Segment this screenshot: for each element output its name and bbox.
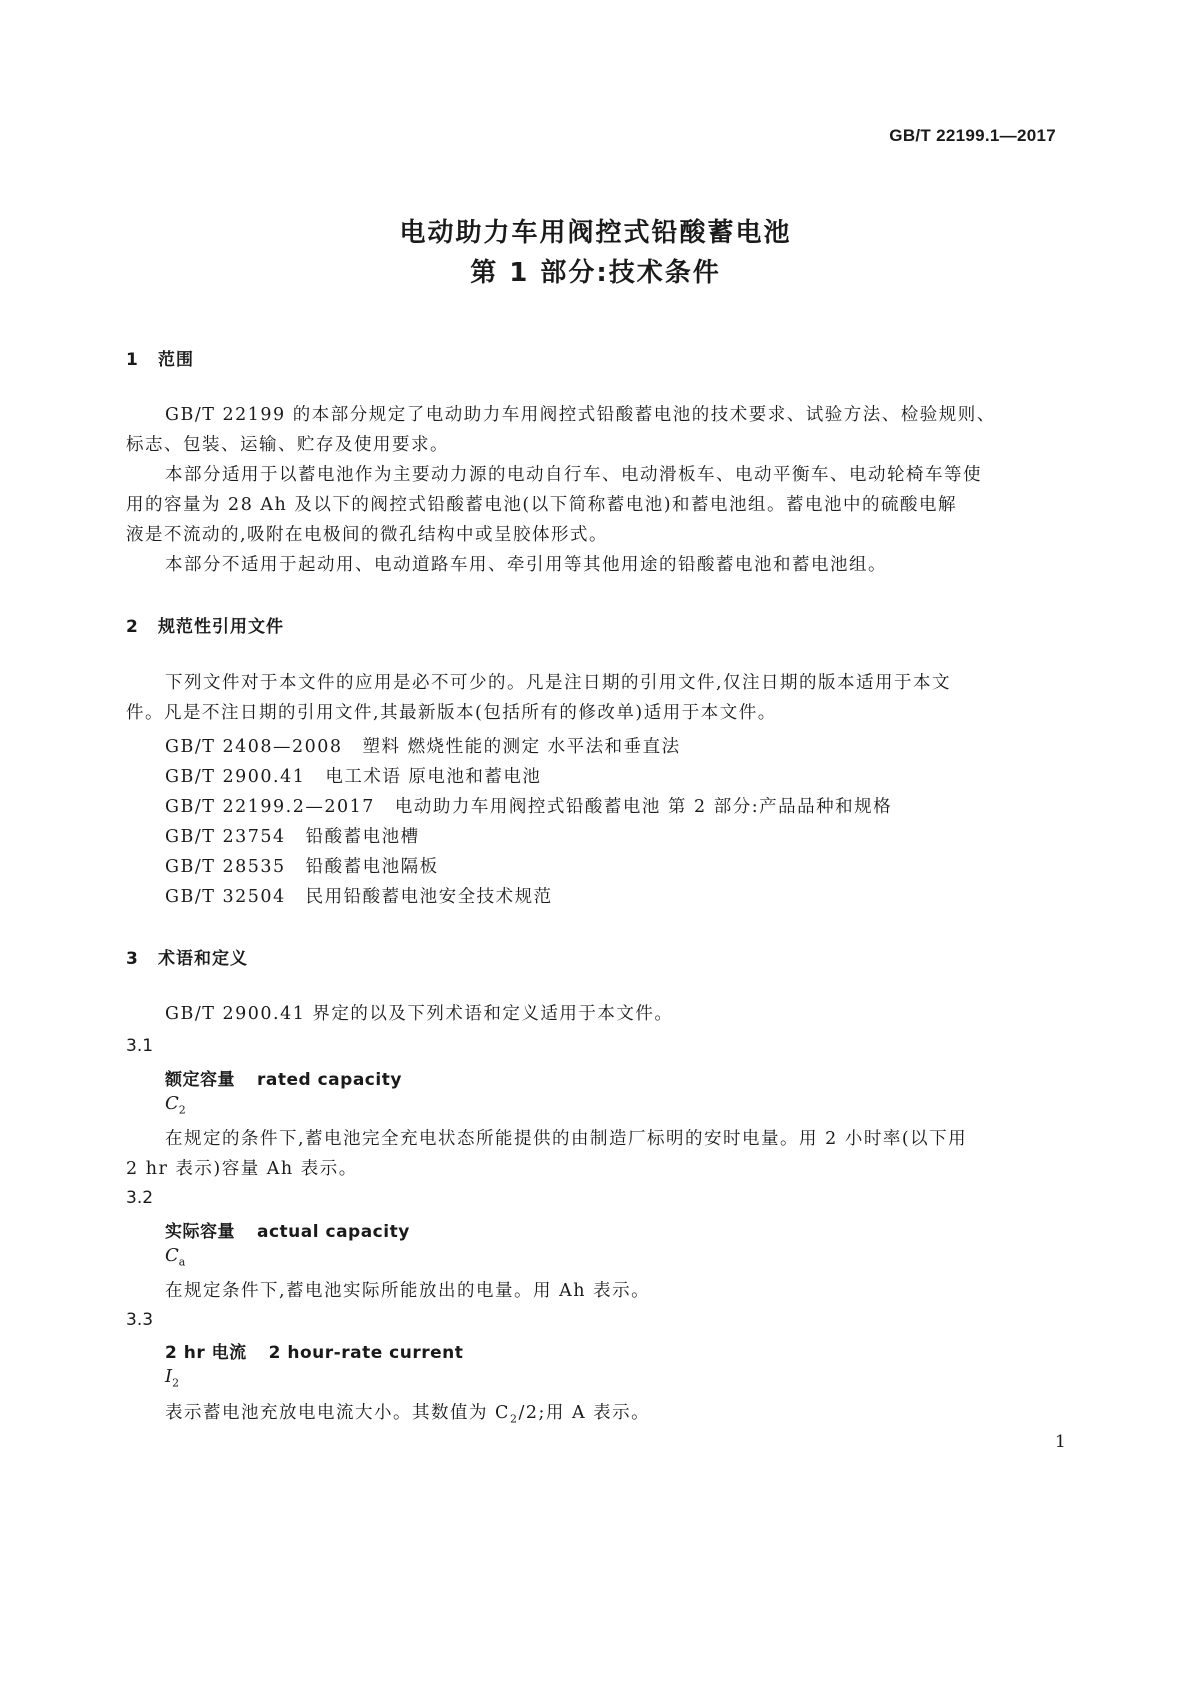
document-title-line2: 第 1 部分:技术条件 (470, 258, 721, 288)
term-definition-line-1: 在规定条件下,蓄电池实际所能放出的电量。用 Ah 表示。 (165, 1281, 651, 1301)
section-1-heading (126, 345, 194, 370)
term-definition-line-1 (165, 1397, 650, 1436)
section-2-heading (126, 612, 284, 637)
symbol-subscript: 2 (172, 1376, 180, 1390)
term-symbol (165, 1366, 179, 1390)
symbol-letter: I (165, 1366, 173, 1387)
term-heading (165, 1338, 463, 1363)
reference-item (165, 853, 439, 878)
reference-code: GB/T 2900.41 (165, 767, 306, 787)
section-1-para-2-line-3: 液是不流动的,吸附在电极间的微孔结构中或呈胶体形式。 (126, 525, 609, 545)
section-1-para-2-line-1: 本部分适用于以蓄电池作为主要动力源的电动自行车、电动滑板车、电动平衡车、电动轮椅车等使 (165, 465, 982, 485)
section-title: 范围 (158, 350, 194, 370)
reference-title: 民用铅酸蓄电池安全技术规范 (305, 887, 553, 907)
section-number: 2 (126, 617, 139, 637)
reference-title: 电工术语 原电池和蓄电池 (325, 767, 542, 787)
term-heading (165, 1065, 402, 1090)
definition-subscript: 2 (509, 1412, 519, 1426)
reference-code: GB/T 23754 (165, 827, 286, 847)
symbol-subscript: 2 (178, 1103, 186, 1117)
section-2-para-line-2: 件。凡是不注日期的引用文件,其最新版本(包括所有的修改单)适用于本文件。 (126, 703, 777, 723)
section-number: 1 (126, 350, 139, 370)
term-zh: 2 hr 电流 (165, 1343, 247, 1363)
section-3-intro: GB/T 2900.41 界定的以及下列术语和定义适用于本文件。 (165, 1004, 674, 1024)
term-definition-line-1: 在规定的条件下,蓄电池完全充电状态所能提供的由制造厂标明的安时电量。用 2 小时率(以下用 (165, 1129, 968, 1149)
section-1-para-1-line-2: 标志、包装、运输、贮存及使用要求。 (126, 435, 449, 455)
page-number: 1 (1055, 1432, 1066, 1452)
reference-item (165, 733, 681, 758)
reference-code: GB/T 32504 (165, 887, 286, 907)
reference-item (165, 793, 892, 818)
document-title-line1: 电动助力车用阀控式铅酸蓄电池 (399, 218, 792, 248)
term-en: rated capacity (257, 1070, 402, 1090)
section-1-para-3-line-1: 本部分不适用于起动用、电动道路车用、牵引用等其他用途的铅酸蓄电池和蓄电池组。 (165, 555, 887, 575)
reference-title: 电动助力车用阀控式铅酸蓄电池 第 2 部分:产品品种和规格 (394, 797, 893, 817)
section-3-heading (126, 944, 248, 969)
section-title: 术语和定义 (158, 949, 248, 969)
symbol-subscript: a (178, 1255, 186, 1269)
term-symbol (165, 1245, 185, 1269)
clause-number: 3.2 (126, 1188, 154, 1208)
section-1-para-2-line-2: 用的容量为 28 Ah 及以下的阀控式铅酸蓄电池(以下简称蓄电池)和蓄电池组。蓄电池中的硫酸电解 (126, 495, 958, 515)
term-symbol (165, 1093, 186, 1117)
reference-item (165, 883, 553, 908)
section-2-para-line-1: 下列文件对于本文件的应用是必不可少的。凡是注日期的引用文件,仅注日期的版本适用于本文 (165, 673, 952, 693)
section-number: 3 (126, 949, 139, 969)
reference-title: 铅酸蓄电池隔板 (305, 857, 439, 877)
term-zh: 实际容量 (165, 1222, 235, 1242)
clause-number: 3.3 (126, 1310, 154, 1330)
reference-title: 铅酸蓄电池槽 (305, 827, 420, 847)
clause-number: 3.1 (126, 1036, 154, 1056)
reference-item (165, 763, 541, 788)
term-zh: 额定容量 (165, 1070, 235, 1090)
section-1-para-1-line-1: GB/T 22199 的本部分规定了电动助力车用阀控式铅酸蓄电池的技术要求、试验方法、检验规则、 (165, 405, 996, 425)
reference-code: GB/T 28535 (165, 857, 286, 877)
term-en: actual capacity (257, 1222, 410, 1242)
reference-code: GB/T 2408—2008 (165, 737, 343, 757)
definition-text: 表示蓄电池充放电电流大小。其数值为 C (165, 1403, 510, 1423)
symbol-letter: C (165, 1245, 179, 1266)
term-en: 2 hour-rate current (268, 1343, 464, 1363)
symbol-letter: C (165, 1093, 179, 1114)
definition-text: /2;用 A 表示。 (518, 1403, 651, 1423)
section-title: 规范性引用文件 (158, 617, 284, 637)
standard-code: GB/T 22199.1—2017 (889, 126, 1056, 145)
reference-code: GB/T 22199.2—2017 (165, 797, 375, 817)
term-heading (165, 1217, 410, 1242)
reference-item (165, 823, 420, 848)
term-definition-line-2: 2 hr 表示)容量 Ah 表示。 (126, 1159, 358, 1179)
reference-title: 塑料 燃烧性能的测定 水平法和垂直法 (362, 737, 681, 757)
